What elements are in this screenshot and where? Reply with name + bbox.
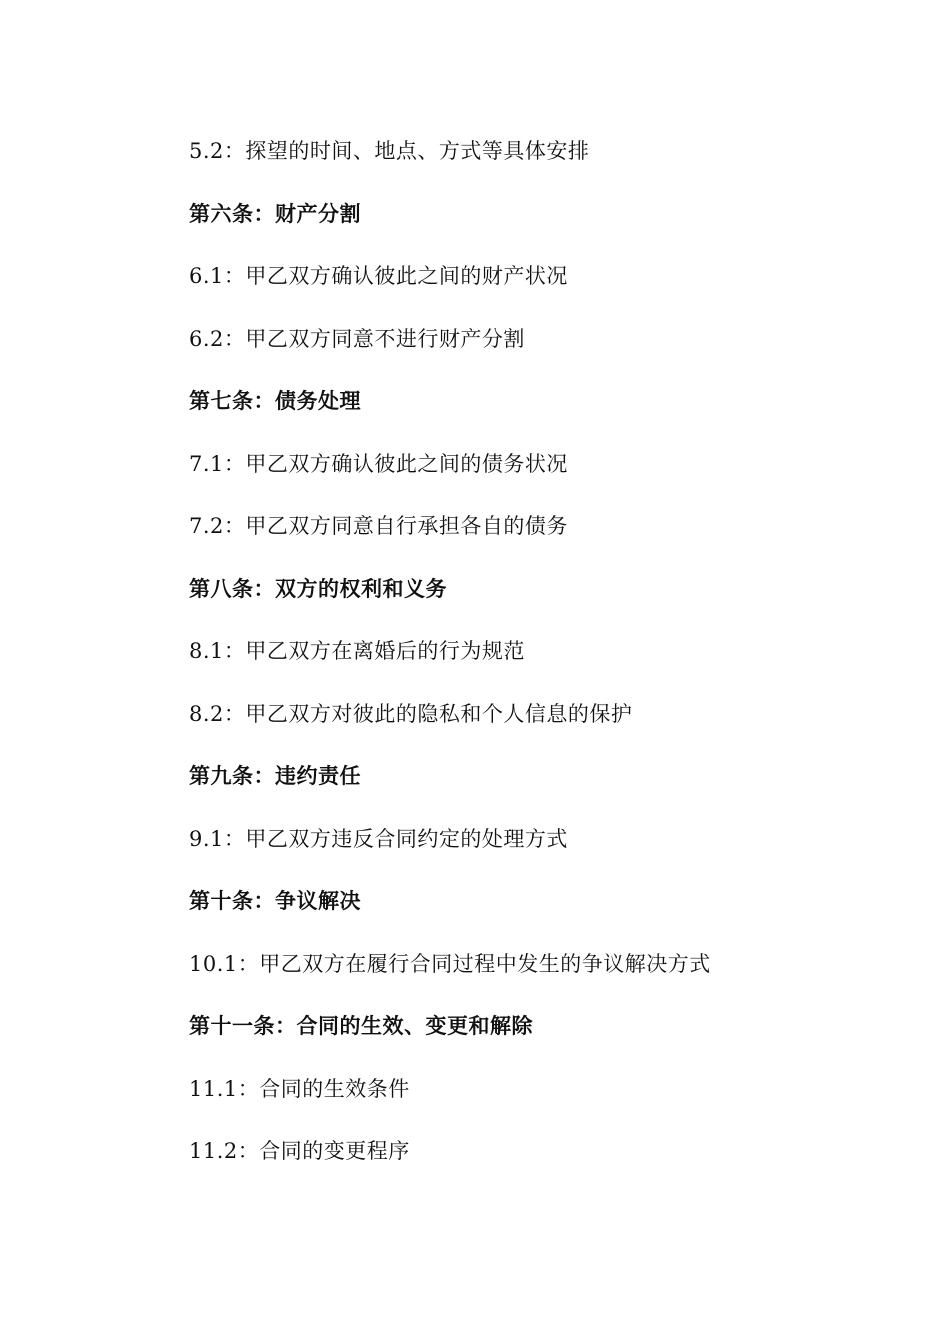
clause-5-2: 5.2：探望的时间、地点、方式等具体安排 — [189, 139, 590, 163]
clause-7-1: 7.1：甲乙双方确认彼此之间的债务状况 — [189, 451, 568, 476]
clause-9-1: 9.1：甲乙双方违反合同约定的处理方式 — [189, 826, 568, 851]
clause-6-1: 6.1：甲乙双方确认彼此之间的财产状况 — [189, 264, 568, 288]
clause-7-2: 7.2：甲乙双方同意自行承担各自的债务 — [189, 514, 568, 538]
heading-article-6: 第六条：财产分割 — [189, 201, 361, 226]
clause-8-1: 8.1：甲乙双方在离婚后的行为规范 — [189, 639, 525, 663]
heading-article-9: 第九条：违约责任 — [189, 764, 361, 788]
heading-article-8: 第八条：双方的权利和义务 — [189, 576, 447, 601]
clause-6-2: 6.2：甲乙双方同意不进行财产分割 — [189, 326, 525, 351]
clause-11-2: 11.2：合同的变更程序 — [189, 1139, 410, 1163]
clause-8-2: 8.2：甲乙双方对彼此的隐私和个人信息的保护 — [189, 701, 633, 726]
document-body — [189, 131, 889, 1194]
heading-article-11: 第十一条：合同的生效、变更和解除 — [189, 1014, 533, 1038]
heading-article-7: 第七条：债务处理 — [189, 389, 361, 413]
clause-10-1: 10.1：甲乙双方在履行合同过程中发生的争议解决方式 — [189, 951, 711, 976]
clause-11-1: 11.1：合同的生效条件 — [189, 1076, 410, 1101]
heading-article-10: 第十条：争议解决 — [189, 889, 361, 913]
